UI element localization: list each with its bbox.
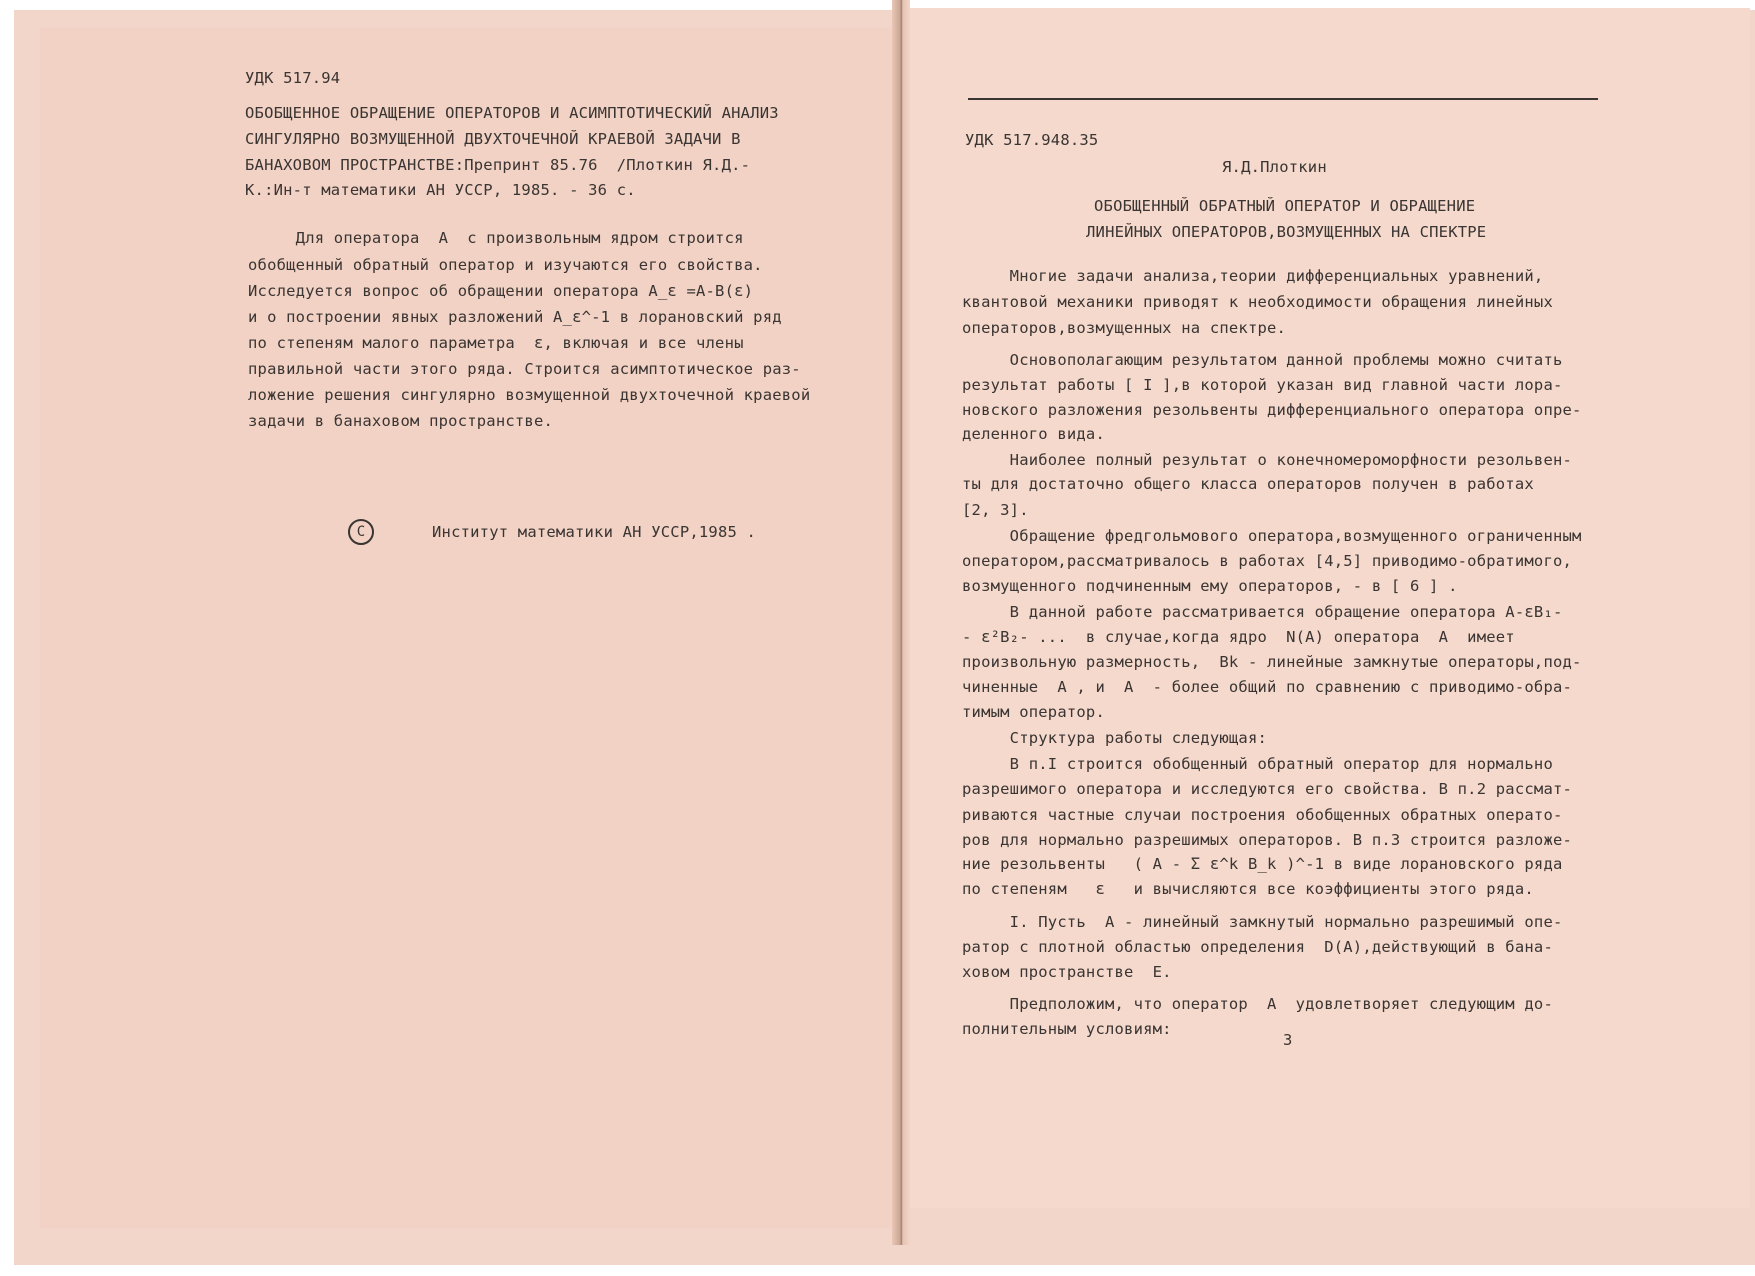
- body-line: Наиболее полный результат о конечномероморфности резольвен-: [962, 451, 1573, 469]
- body-line: возмущенного подчиненным ему операторов, - в [ 6 ] .: [962, 577, 1458, 595]
- top-rule: [968, 98, 1598, 100]
- copyright-icon: C: [348, 519, 374, 545]
- left-page: [40, 28, 905, 1228]
- institute-line: Институт математики АН УССР,1985 .: [432, 523, 757, 541]
- body-line: тимым оператор.: [962, 703, 1105, 721]
- body-line: разрешимого оператора и исследуются его свойства. В п.2 рассмат-: [962, 780, 1573, 798]
- citation-line-3: БАНАХОВОМ ПРОСТРАНСТВЕ:Препринт 85.76 /Плоткин Я.Д.-: [245, 156, 751, 174]
- body-line: квантовой механики приводят к необходимости обращения линейных: [962, 293, 1553, 311]
- title-line-2: ЛИНЕЙНЫХ ОПЕРАТОРОВ,ВОЗМУЩЕННЫХ НА СПЕКТРЕ: [1086, 223, 1487, 241]
- body-line: В данной работе рассматривается обращение оператора A-εB₁-: [962, 603, 1563, 621]
- abstract-line-5: по степеням малого параметра ε, включая и все члены: [248, 334, 744, 352]
- body-line: оператором,рассматривалось в работах [4,5] приводимо-обратимого,: [962, 552, 1573, 570]
- body-line: - ε²B₂- ... в случае,когда ядро N(A) оператора A имеет: [962, 628, 1515, 646]
- body-line: ты для достаточно общего класса операторов получен в работах: [962, 475, 1534, 493]
- body-line: [2, 3].: [962, 501, 1029, 519]
- body-line: полнительным условиям:: [962, 1020, 1172, 1038]
- abstract-line-6: правильной части этого ряда. Строится асимптотическое раз-: [248, 360, 801, 378]
- body-line: ратор с плотной областью определения D(A),действующий в бана-: [962, 938, 1553, 956]
- author: Я.Д.Плоткин: [1222, 158, 1327, 176]
- book-spine: [892, 0, 910, 1245]
- citation-line-1: ОБОБЩЕННОЕ ОБРАЩЕНИЕ ОПЕРАТОРОВ И АСИМПТОТИЧЕСКИЙ АНАЛИЗ: [245, 104, 779, 122]
- body-line: Обращение фредгольмового оператора,возмущенного ограниченным: [962, 527, 1582, 545]
- abstract-line-2: обобщенный обратный оператор и изучаются его свойства.: [248, 256, 763, 274]
- left-udk: УДК 517.94: [245, 69, 341, 87]
- body-line: ховом пространстве E.: [962, 963, 1172, 981]
- body-line: произвольную размерность, Bk - линейные замкнутые операторы,под-: [962, 653, 1582, 671]
- body-line: I. Пусть A - линейный замкнутый нормально разрешимый опе-: [962, 913, 1563, 931]
- body-line: риваются частные случаи построения обобщенных обратных операто-: [962, 806, 1563, 824]
- citation-line-4: К.:Ин-т математики АН УССР, 1985. - 36 с.: [245, 181, 636, 199]
- body-line: операторов,возмущенных на спектре.: [962, 319, 1287, 337]
- body-line: ров для нормально разрешимых операторов. В п.3 строится разложе-: [962, 831, 1573, 849]
- page-number: 3: [1283, 1031, 1293, 1049]
- body-line: В п.I строится обобщенный обратный оператор для нормально: [962, 755, 1553, 773]
- body-line: Структура работы следующая:: [962, 729, 1268, 747]
- body-line: результат работы [ I ],в которой указан вид главной части лора-: [962, 376, 1563, 394]
- abstract-line-3: Исследуется вопрос об обращении оператора A_ε =A-B(ε): [248, 282, 754, 300]
- body-line: по степеням ε и вычисляются все коэффициенты этого ряда.: [962, 880, 1534, 898]
- right-udk: УДК 517.948.35: [965, 131, 1099, 149]
- abstract-line-4: и о построении явных разложений A_ε^-1 в лорановский ряд: [248, 308, 782, 326]
- citation-line-2: СИНГУЛЯРНО ВОЗМУЩЕННОЙ ДВУХТОЧЕЧНОЙ КРАЕВОЙ ЗАДАЧИ В: [245, 130, 741, 148]
- title-line-1: ОБОБЩЕННЫЙ ОБРАТНЫЙ ОПЕРАТОР И ОБРАЩЕНИЕ: [1094, 197, 1476, 215]
- body-line: ние резольвенты ( A - Σ ε^k B_k )^-1 в виде лорановского ряда: [962, 855, 1563, 873]
- body-line: Предположим, что оператор A удовлетворяет следующим до-: [962, 995, 1553, 1013]
- body-line: чиненные A , и A - более общий по сравнению с приводимо-обра-: [962, 678, 1573, 696]
- body-line: деленного вида.: [962, 425, 1105, 443]
- body-line: Многие задачи анализа,теории дифференциальных уравнений,: [962, 267, 1544, 285]
- abstract-line-1: Для оператора A с произвольным ядром строится: [248, 229, 744, 247]
- abstract-line-7: ложение решения сингулярно возмущенной двухточечной краевой: [248, 386, 811, 404]
- body-line: Основополагающим результатом данной проблемы можно считать: [962, 351, 1563, 369]
- body-line: новского разложения резольвенты дифференциального оператора опре-: [962, 401, 1582, 419]
- abstract-line-8: задачи в банаховом пространстве.: [248, 412, 554, 430]
